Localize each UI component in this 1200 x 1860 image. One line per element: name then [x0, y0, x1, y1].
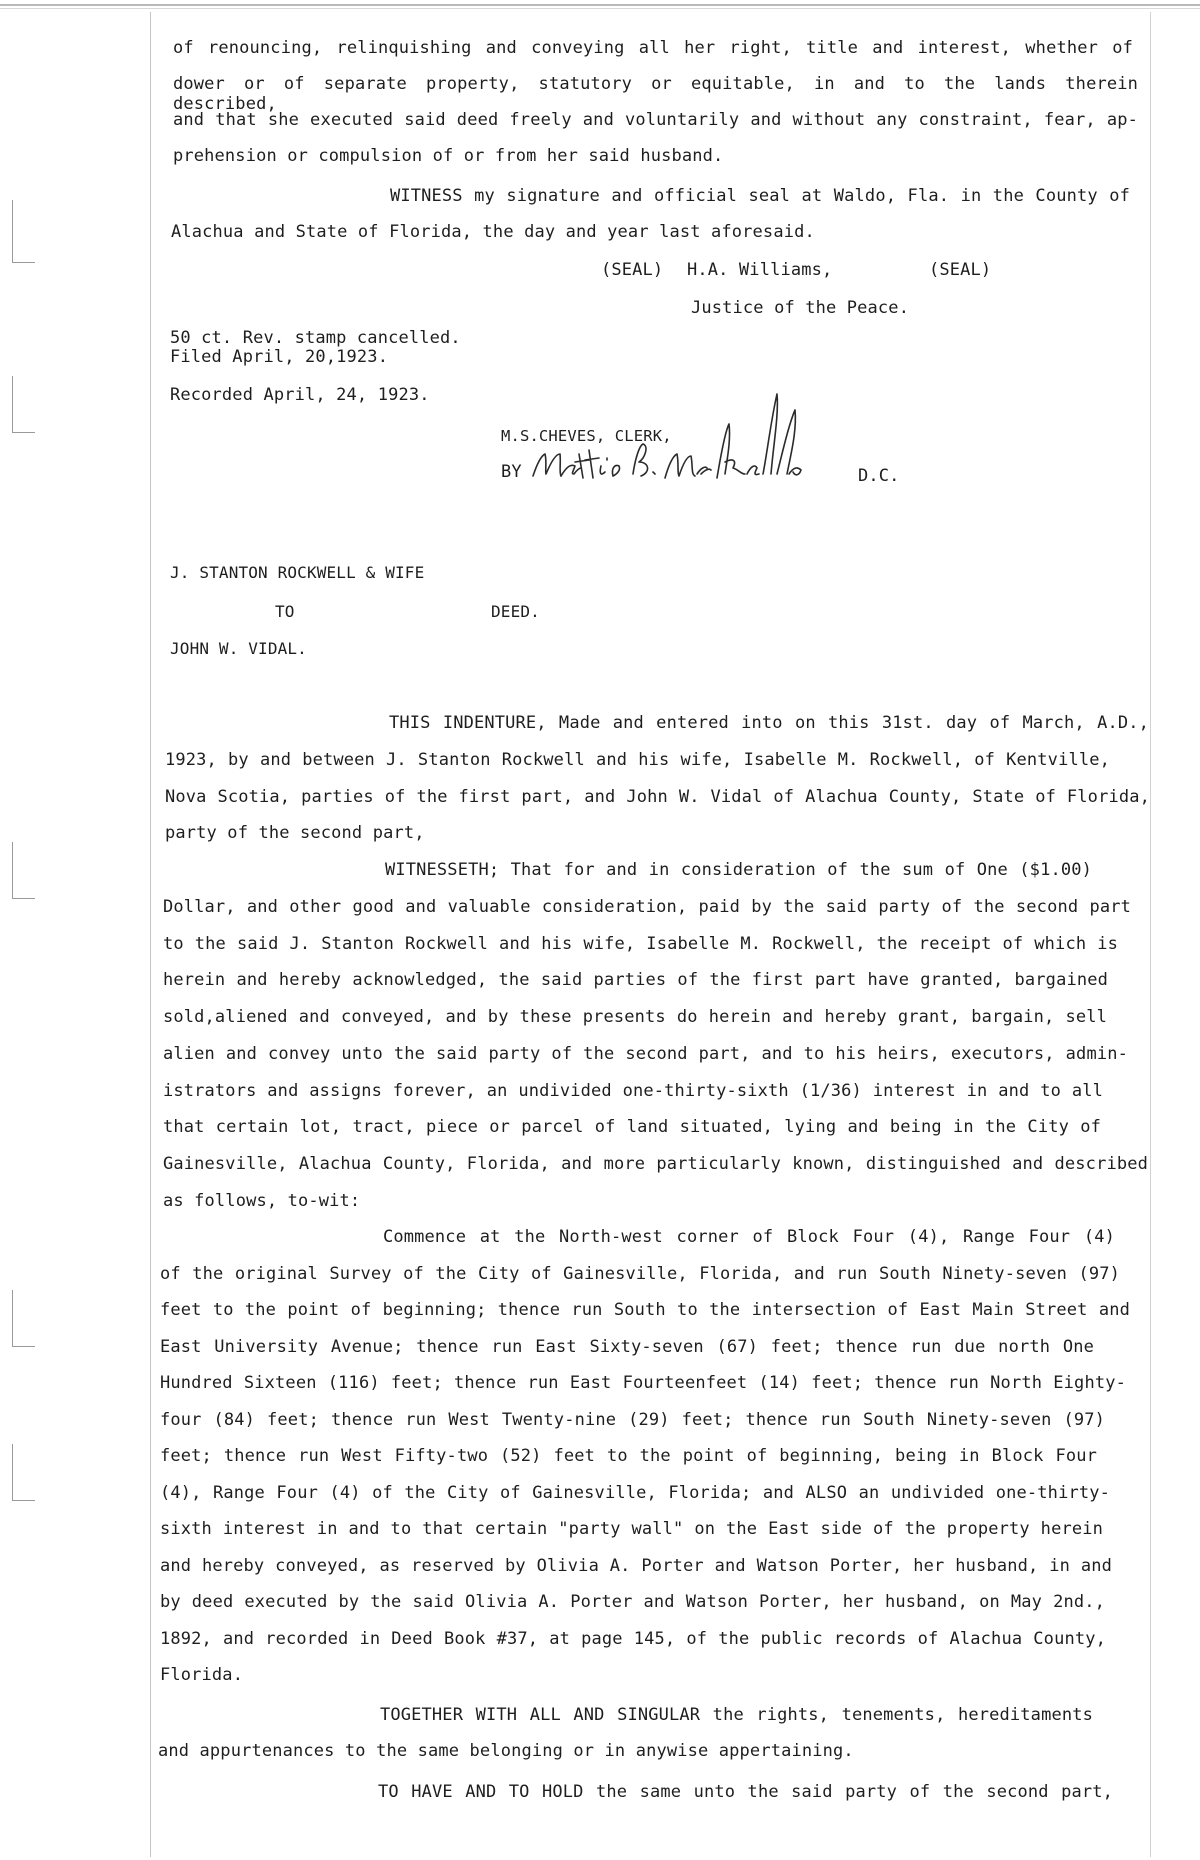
- to-heading: TO: [275, 602, 295, 621]
- justice-title: Justice of the Peace.: [691, 298, 910, 318]
- binding-hole-mark: [12, 1444, 35, 1501]
- indenture-line: party of the second part,: [165, 823, 425, 843]
- description-line: (4), Range Four (4) of the City of Gainesville, Florida; and ALSO an undivided one-thirty-: [160, 1483, 1110, 1503]
- left-margin-rule: [150, 12, 151, 1857]
- witnesseth-line: istrators and assigns forever, an undivided one-thirty-sixth (1/36) interest in and to all: [163, 1081, 1103, 1101]
- together-line: and appurtenances to the same belonging or in anywise appertaining.: [158, 1741, 854, 1761]
- continuation-line: prehension or compulsion of or from her said husband.: [173, 146, 724, 166]
- description-line: and hereby conveyed, as reserved by Olivia A. Porter and Watson Porter, her husband, in and: [160, 1556, 1112, 1576]
- description-line: by deed executed by the said Olivia A. Porter and Watson Porter, her husband, on May 2nd.,: [160, 1592, 1105, 1612]
- seal-mark-right: (SEAL): [929, 260, 992, 280]
- deed-type-heading: DEED.: [491, 602, 540, 621]
- continuation-line: of renouncing, relinquishing and conveying all her right, title and interest, whether of: [173, 38, 1133, 58]
- description-line: Commence at the North-west corner of Block Four (4), Range Four (4): [383, 1227, 1115, 1247]
- grantor-heading: J. STANTON ROCKWELL & WIFE: [170, 563, 425, 582]
- witnesseth-line: to the said J. Stanton Rockwell and his wife, Isabelle M. Rockwell, the receipt of which is: [163, 934, 1118, 954]
- description-line: feet; thence run West Fifty-two (52) feet to the point of beginning, being in Block Four: [160, 1446, 1097, 1466]
- description-line: 1892, and recorded in Deed Book #37, at page 145, of the public records of Alachua County,: [160, 1629, 1106, 1649]
- page-edge-top: [0, 4, 1200, 6]
- continuation-line: dower or of separate property, statutory or equitable, in and to the lands therein described,: [173, 74, 1138, 114]
- stamp-note: 50 ct. Rev. stamp cancelled.: [170, 328, 461, 348]
- witnesseth-line: Dollar, and other good and valuable consideration, paid by the said party of the second part: [163, 897, 1131, 917]
- binding-hole-mark: [12, 1290, 35, 1347]
- witnesseth-line: WITNESSETH; That for and in consideration of the sum of One ($1.00): [385, 860, 1092, 880]
- continuation-line: and that she executed said deed freely and voluntarily and without any constraint, fear, ap-: [173, 110, 1138, 130]
- description-line: Hundred Sixteen (116) feet; thence run East Fourteenfeet (14) feet; thence run North Eighty-: [160, 1373, 1126, 1393]
- witnesseth-line: sold,aliened and conveyed, and by these presents do herein and hereby grant, bargain, sell: [163, 1007, 1107, 1027]
- witnesseth-line: Gainesville, Alachua County, Florida, and more particularly known, distinguished and described: [163, 1154, 1148, 1174]
- handwritten-signature: [527, 384, 827, 504]
- grantee-heading: JOHN W. VIDAL.: [170, 639, 307, 658]
- right-margin-rule: [1150, 12, 1151, 1857]
- witnesseth-line: that certain lot, tract, piece or parcel of land situated, lying and being in the City of: [163, 1117, 1101, 1137]
- page-edge-top-inner: [0, 8, 1200, 9]
- witnesseth-line: alien and convey unto the said party of the second part, and to his heirs, executors, admin-: [163, 1044, 1128, 1064]
- indenture-line: Nova Scotia, parties of the first part, and John W. Vidal of Alachua County, State of Florida,: [165, 787, 1150, 807]
- description-line: sixth interest in and to that certain "party wall" on the East side of the property herein: [160, 1519, 1103, 1539]
- binding-hole-mark: [12, 376, 35, 433]
- binding-hole-mark: [12, 200, 35, 263]
- description-line: Florida.: [160, 1665, 244, 1685]
- binding-hole-mark: [12, 842, 35, 899]
- recorded-date: Recorded April, 24, 1923.: [170, 385, 430, 405]
- description-line: four (84) feet; thence run West Twenty-nine (29) feet; thence run South Ninety-seven (97): [160, 1410, 1105, 1430]
- witnesseth-line: as follows, to-wit:: [163, 1191, 361, 1211]
- description-line: feet to the point of beginning; thence run South to the intersection of East Main Street and: [160, 1300, 1130, 1320]
- witness-clause-line: WITNESS my signature and official seal at Waldo, Fla. in the County of: [390, 186, 1130, 206]
- habendum-line: TO HAVE AND TO HOLD the same unto the said party of the second part,: [378, 1782, 1113, 1802]
- description-line: East University Avenue; thence run East Sixty-seven (67) feet; thence run due north One: [160, 1337, 1094, 1357]
- witness-clause-line: Alachua and State of Florida, the day and year last aforesaid.: [171, 222, 815, 242]
- seal-mark-left: (SEAL): [601, 260, 664, 280]
- deputy-clerk-label: D.C.: [858, 466, 900, 486]
- indenture-line: 1923, by and between J. Stanton Rockwell and his wife, Isabelle M. Rockwell, of Kentville,: [165, 750, 1110, 770]
- by-label: BY: [501, 462, 522, 482]
- clerk-name: M.S.CHEVES, CLERK,: [501, 427, 672, 445]
- indenture-line: THIS INDENTURE, Made and entered into on this 31st. day of March, A.D.,: [389, 713, 1149, 733]
- justice-name: H.A. Williams,: [687, 260, 833, 280]
- witnesseth-line: herein and hereby acknowledged, the said parties of the first part have granted, bargained: [163, 970, 1108, 990]
- description-line: of the original Survey of the City of Gainesville, Florida, and run South Ninety-seven (97): [160, 1264, 1120, 1284]
- filed-date: Filed April, 20,1923.: [170, 347, 389, 367]
- together-line: TOGETHER WITH ALL AND SINGULAR the rights, tenements, hereditaments: [380, 1705, 1093, 1725]
